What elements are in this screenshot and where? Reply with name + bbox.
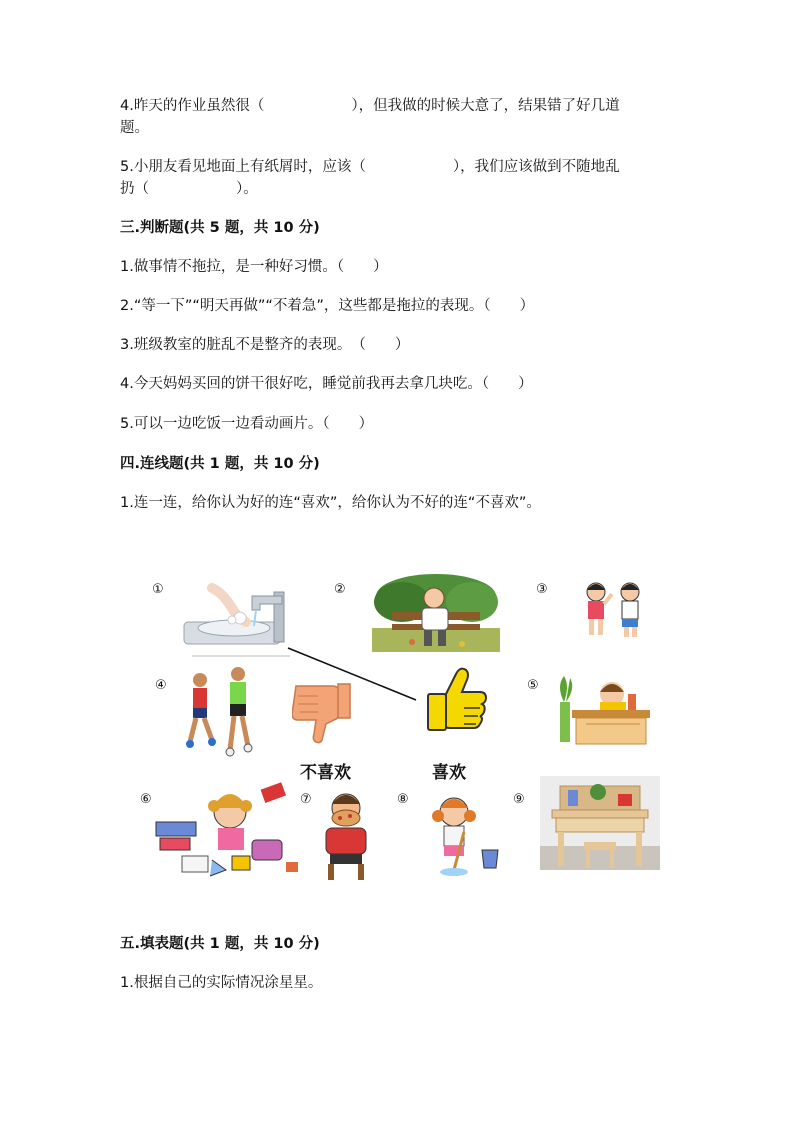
q4-line1: 4.昨天的作业虽然很（ ），但我做的时候大意了，结果错了好几道 [120,98,620,114]
label-5: ⑤ [527,678,539,693]
label-9: ⑨ [513,792,525,807]
judge-item-3: 3.班级教室的脏乱不是整齐的表现。 （ ） [120,337,410,353]
judge-item-2: 2.“等一下”“明天再做”“不着急”，这些都是拖拉的表现。（ ） [120,298,535,314]
label-3: ③ [536,582,548,597]
boy-eating-icon [316,790,376,882]
label-8: ⑧ [397,792,409,807]
table-question: 1.根据自己的实际情况涂星星。 [120,975,323,991]
q4-line2: 题。 [120,120,149,136]
messy-girl-icon [152,782,302,878]
judge-item-1: 1.做事情不拖拉，是一种好习惯。（ ） [120,259,388,275]
dislike-caption: 不喜欢 [300,763,351,783]
connect-question: 1.连一连，给你认为好的连“喜欢”，给你认为不好的连“不喜欢”。 [120,495,541,511]
label-1: ① [152,582,164,597]
judge-heading: 三.判断题(共 5 题，共 10 分) [120,220,320,236]
table-heading: 五.填表题(共 1 题，共 10 分) [120,936,320,952]
label-2: ② [334,582,346,597]
q5-line2: 扔（ ）。 [120,181,258,197]
label-4: ④ [155,678,167,693]
label-7: ⑦ [300,792,312,807]
tidy-desk-icon [540,776,660,870]
label-6: ⑥ [140,792,152,807]
girl-mopping-icon [424,792,504,878]
judge-item-4: 4.今天妈妈买回的饼干很好吃，睡觉前我再去拿几块吃。（ ） [120,376,533,392]
q5-line1: 5.小朋友看见地面上有纸屑时，应该（ ），我们应该做到不随地乱 [120,159,620,175]
like-caption: 喜欢 [432,763,466,783]
connect-heading: 四.连线题(共 1 题，共 10 分) [120,456,320,472]
girl-sleeping-desk-icon [556,666,652,748]
judge-item-5: 5.可以一边吃饭一边看动画片。（ ） [120,416,374,432]
